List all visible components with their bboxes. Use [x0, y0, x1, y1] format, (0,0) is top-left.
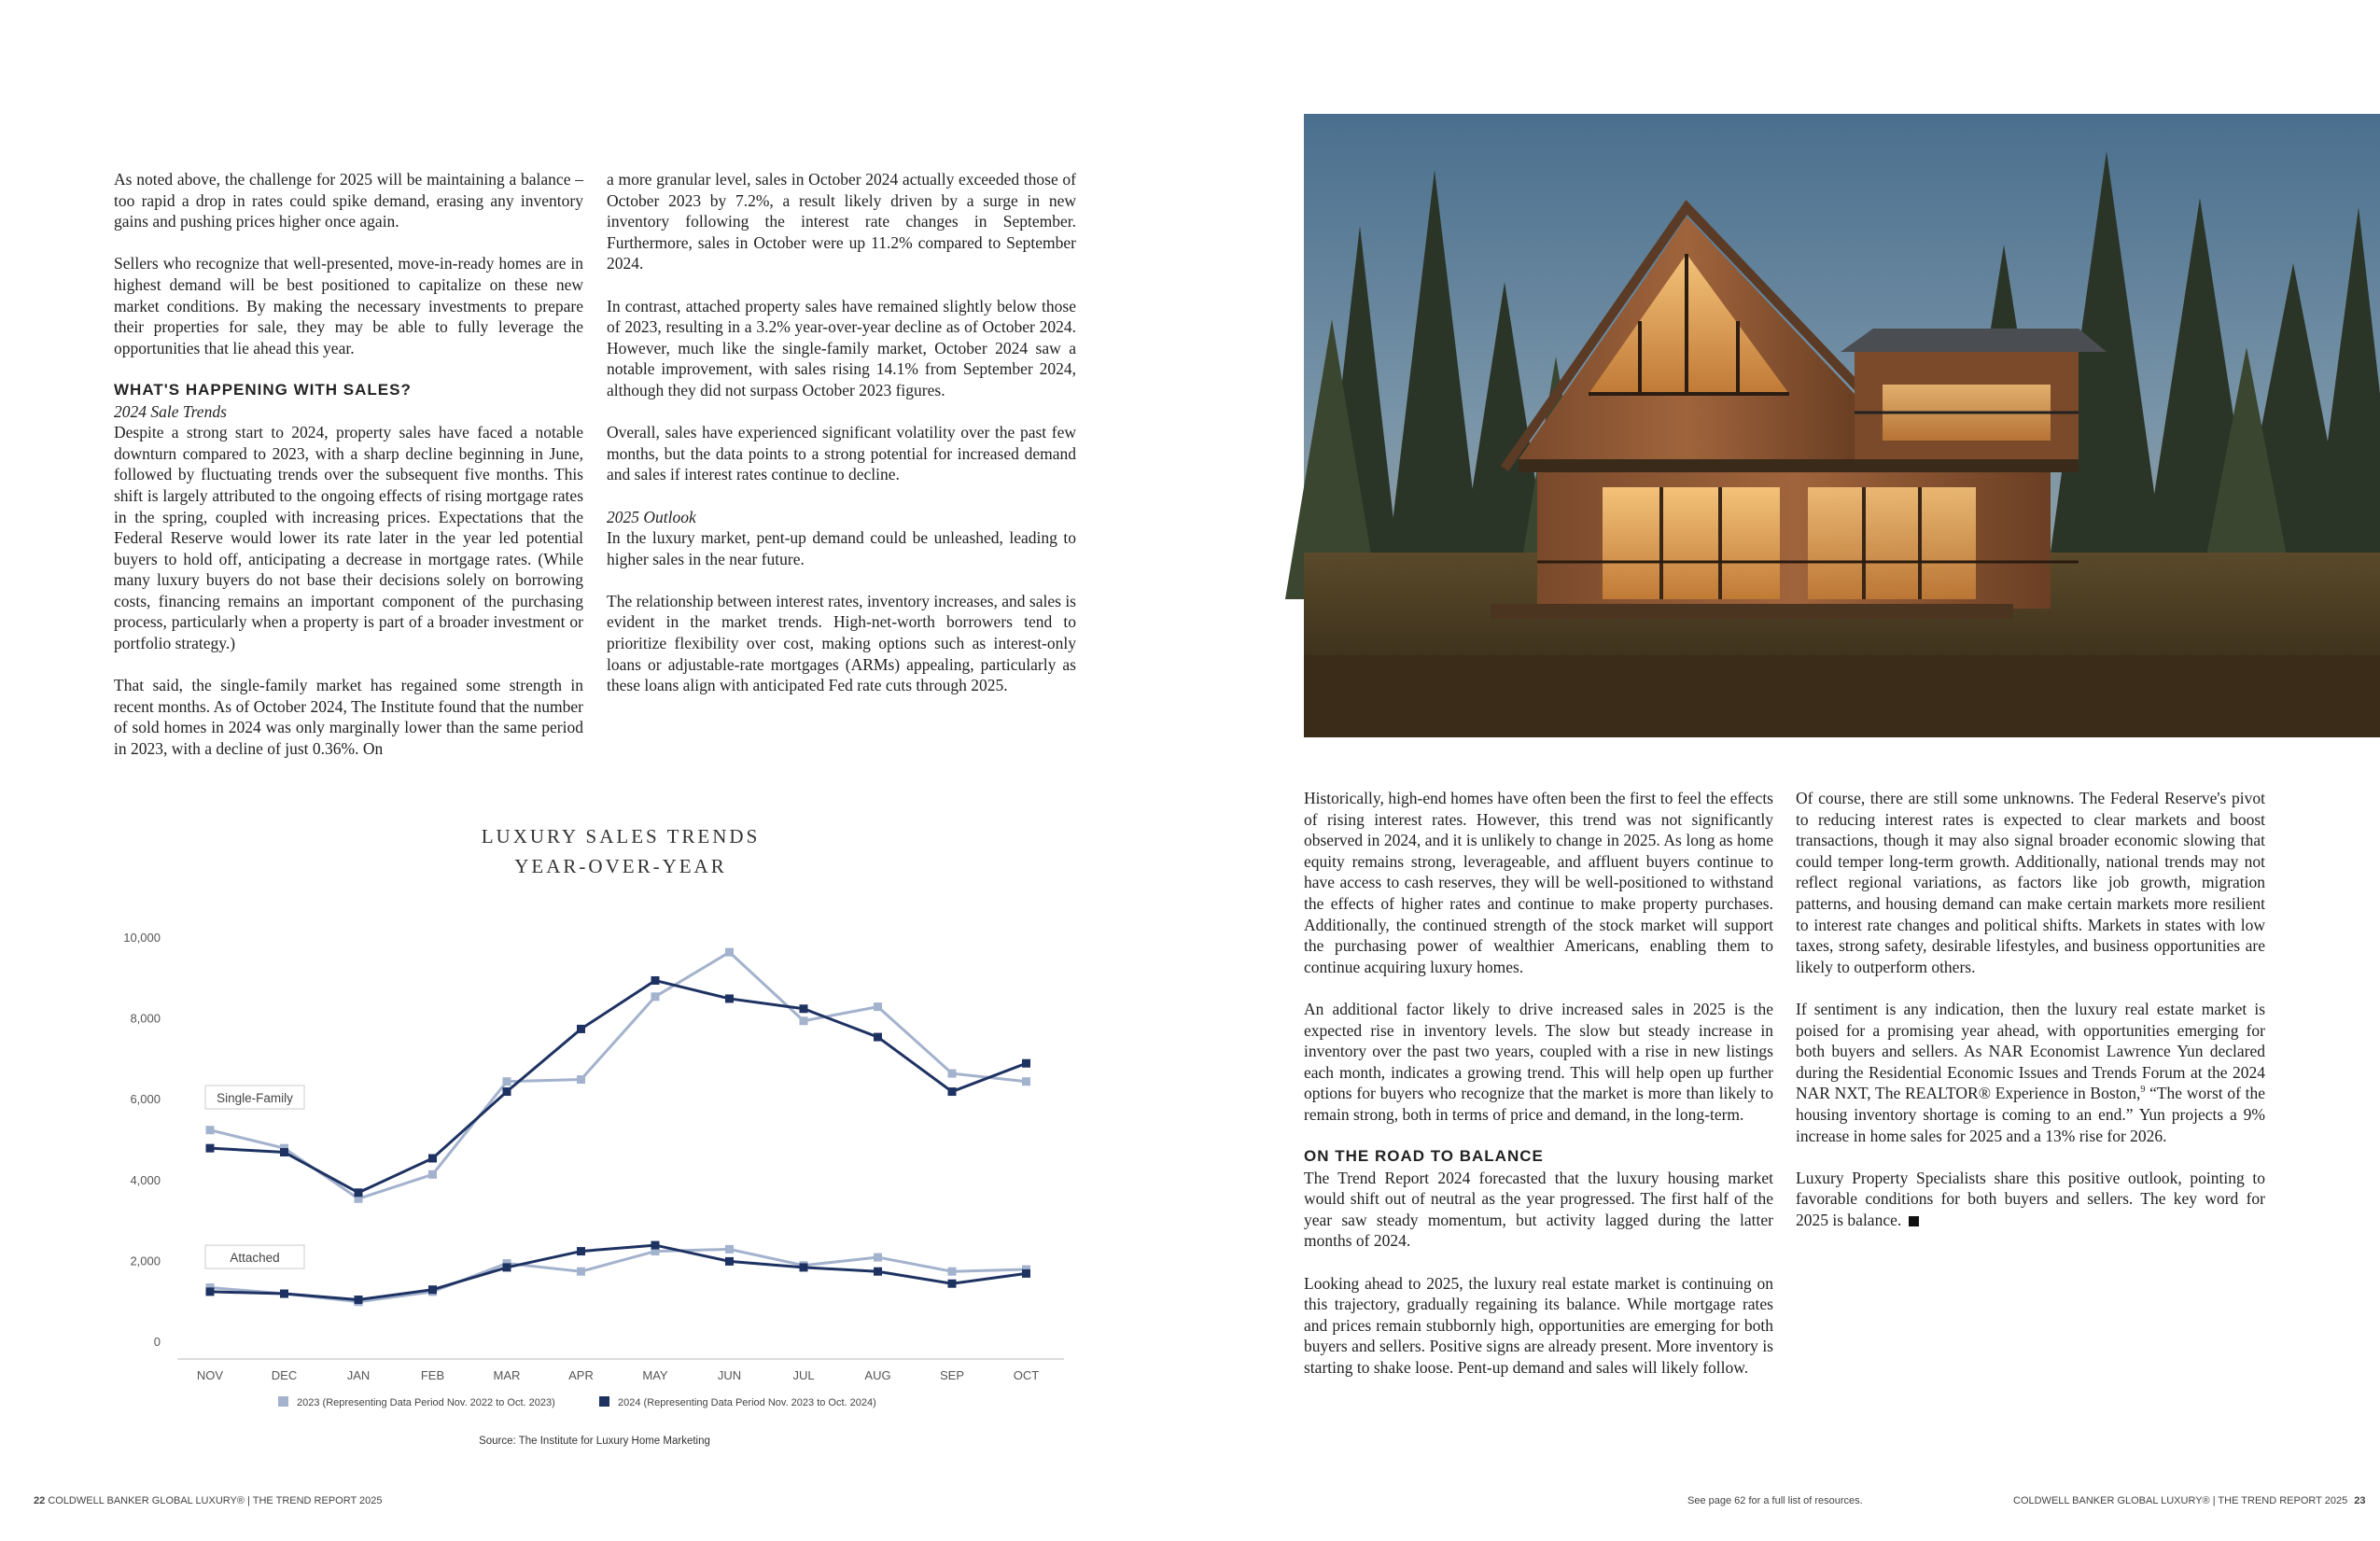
paragraph-text: Luxury Property Specialists share this positive outlook, pointing to favorable conditions for both buyers and sellers. The key word for 2025 is balance.: [1796, 1168, 2265, 1229]
section-heading: ON THE ROAD TO BALANCE: [1304, 1147, 1544, 1166]
data-point: [800, 1263, 808, 1271]
data-point: [503, 1087, 511, 1096]
paragraph: Of course, there are still some unknowns. The Federal Reserve's pivot to reducing interest rates is expected to clear markets and boost transactions, though it may also signal broader economic slowing that could temper long-term growth. Additionally, national trends may not reflect regional variations, as factors like job growth, migration patterns, and housing demand can make certain markets more resilient to interest rate changes and political shifts. Markets in states with low taxes, strong safety, desirable lifestyles, and business opportunities are likely to outperform others.: [1796, 789, 2265, 976]
data-point: [651, 992, 660, 1001]
paragraph: The relationship between interest rates, inventory increases, and sales is evident in the market trends. High-net-worth borrowers tend to prioritize flexibility over cost, making options such as interest-only loans or adjustable-rate mortgages (ARMs) appealing, particularly as these loans align with anticipated Fed rate cuts through 2025.: [607, 591, 1076, 695]
data-point: [874, 1254, 882, 1262]
paragraph: Sellers who recognize that well-presented, move-in-ready homes are in highest demand will be best positioned to capitalize on these new market conditions. By making the necessary investments to prepare their properties for sale, they may be able to fully leverage the opportunities that lie ahead this year.: [114, 254, 583, 357]
footer-center-note: See page 62 for a full list of resources.: [1687, 1495, 1863, 1506]
data-point: [503, 1077, 511, 1086]
x-tick-label: MAR: [493, 1368, 521, 1382]
paragraph: That said, the single-family market has regained some strength in recent months. As of October 2024, The Institute found that the number of sold homes in 2024 was only marginally lower than the same period in 2023, with a decline of just 0.36%. On: [114, 676, 583, 759]
data-point: [428, 1285, 437, 1294]
paragraph: In contrast, attached property sales have remained slightly below those of 2023, resulting in a 3.2% year-over-year decline as of October 2024. However, much like the single-family market, October 2024 saw a notable improvement, with sales rising 14.1% from September 2024, although they did not surpass October 2023 figures.: [607, 296, 1076, 399]
paragraph: As noted above, the challenge for 2025 will be maintaining a balance – too rapid a drop in rates could spike demand, erasing any inventory gains and pushing prices higher once again.: [114, 170, 583, 231]
x-tick-label: JAN: [346, 1368, 371, 1382]
data-point: [874, 1268, 882, 1276]
data-point: [577, 1268, 585, 1276]
data-point: [206, 1126, 215, 1134]
house-photo: [1304, 114, 2380, 737]
y-tick-label: 0: [153, 1335, 161, 1349]
data-point: [800, 1004, 808, 1013]
x-tick-label: JUN: [717, 1368, 742, 1382]
data-point: [725, 1245, 734, 1254]
left-column-1: [114, 169, 583, 780]
y-tick-label: 2,000: [130, 1254, 161, 1268]
paragraph: [1796, 1168, 2265, 1231]
data-point: [725, 1257, 734, 1266]
modern-timber-house-image: [1304, 114, 2380, 737]
data-point: [503, 1263, 511, 1271]
section-heading: WHAT'S HAPPENING WITH SALES?: [114, 380, 412, 399]
section-subheading: 2024 Sale Trends: [114, 401, 227, 421]
data-point: [800, 1016, 808, 1025]
paragraph-text: “The worst of the housing inventory shortage is coming to an end.” Yun projects a 9% increase in home sales for 2025 and a 13% rise for 2026.: [1796, 1084, 2265, 1145]
legend-swatch-2023: [278, 1396, 288, 1407]
data-point: [428, 1154, 437, 1162]
x-tick-label: APR: [568, 1368, 594, 1382]
right-column-2: [1796, 788, 2265, 1252]
data-point: [1022, 1077, 1030, 1086]
x-tick-label: DEC: [271, 1368, 298, 1382]
series-line-single-family-1: [210, 980, 1027, 1192]
chart-subtitle: YEAR-OVER-YEAR: [514, 855, 727, 877]
y-tick-label: 10,000: [123, 931, 161, 945]
paragraph: An additional factor likely to drive increased sales in 2025 is the expected rise in inventory levels. The slow but steady increase in inventory over the past two years, coupled with a rise in new listings each month, indicates a growing trend. This will help open up further options for buyers who recognize that the market is more than likely to remain strong, both in terms of price and demand, in the long-term.: [1304, 999, 1773, 1124]
x-tick-label: JUL: [792, 1368, 815, 1382]
legend-swatch-2024: [599, 1396, 609, 1407]
footer-right: [2013, 1495, 2366, 1506]
x-tick-label: OCT: [1013, 1368, 1040, 1382]
data-point: [1022, 1059, 1030, 1068]
series-label: Attached: [230, 1251, 280, 1266]
data-point: [651, 976, 660, 985]
section-subheading: 2025 Outlook: [607, 507, 696, 526]
data-point: [577, 1025, 585, 1033]
data-point: [725, 994, 734, 1002]
paragraph: a more granular level, sales in October 2024 actually exceeded those of October 2023 by 7.2%, a result likely driven by a surge in new inventory following the interest rate changes in September. Furthermore, sales in October were up 11.2% compared to September 2024.: [607, 170, 1076, 273]
data-point: [206, 1287, 215, 1296]
series-label: Single-Family: [217, 1091, 293, 1106]
x-tick-label: SEP: [939, 1368, 965, 1382]
chart-source: Source: The Institute for Luxury Home Marketing: [479, 1436, 710, 1447]
data-point: [874, 1002, 882, 1011]
x-tick-label: AUG: [864, 1368, 891, 1382]
luxury-sales-chart: [0, 896, 1120, 1447]
footnote-ref: 9: [2140, 1085, 2146, 1096]
legend-label-2023: 2023 (Representing Data Period Nov. 2022 to Oct. 2023): [297, 1397, 555, 1408]
data-point: [280, 1290, 288, 1298]
data-point: [1022, 1269, 1030, 1278]
chart-title: LUXURY SALES TRENDS: [481, 825, 761, 848]
data-point: [577, 1247, 585, 1255]
footer-text: COLDWELL BANKER GLOBAL LUXURY® | THE TREND REPORT 2025: [48, 1495, 383, 1506]
y-tick-label: 4,000: [130, 1172, 161, 1187]
data-point: [725, 948, 734, 957]
data-point: [948, 1070, 957, 1078]
right-column-1: [1304, 788, 1773, 1399]
end-mark: [1909, 1216, 1919, 1226]
data-point: [948, 1280, 957, 1288]
page-number: 23: [2354, 1495, 2366, 1506]
data-point: [428, 1170, 437, 1179]
x-tick-label: FEB: [420, 1368, 445, 1382]
left-column-2: [607, 169, 1076, 717]
paragraph: Despite a strong start to 2024, property sales have faced a notable downturn compared to 2023, with a sharp decline beginning in June, followed by fluctuating trends over the subsequent five months. This shift is largely attributed to the ongoing effects of rising mortgage rates in the spring, coupled with increasing prices. Expectations that the Federal Reserve would lower its rate later in the year led potential buyers to hold off, anticipating a decrease in mortgage rates. (While many luxury buyers do not base their decisions solely on borrowing costs, financing remains an important component of the purchasing process, particularly when a property is part of a broader investment or portfolio strategy.): [114, 423, 583, 653]
data-point: [874, 1033, 882, 1042]
data-point: [948, 1268, 957, 1276]
x-tick-label: NOV: [196, 1368, 224, 1382]
data-point: [355, 1188, 363, 1197]
data-point: [948, 1087, 957, 1096]
paragraph: Looking ahead to 2025, the luxury real estate market is continuing on this trajectory, gradually regaining its balance. While mortgage rates and prices remain stubbornly high, opportunities are emerging for both buyers and sellers. Positive signs are already present. More inventory is starting to shake loose. Pent-up demand and sales will likely follow.: [1304, 1273, 1773, 1378]
paragraph: [1796, 999, 2265, 1146]
y-tick-label: 6,000: [130, 1092, 161, 1107]
data-point: [651, 1241, 660, 1250]
y-tick-label: 8,000: [130, 1011, 161, 1026]
data-point: [206, 1144, 215, 1153]
data-point: [577, 1075, 585, 1084]
page-number: 22: [34, 1495, 46, 1506]
x-tick-label: MAY: [642, 1368, 668, 1382]
footer-text: COLDWELL BANKER GLOBAL LUXURY® | THE TREND REPORT 2025: [2013, 1495, 2348, 1506]
paragraph: Overall, sales have experienced significant volatility over the past few months, but the data points to a strong potential for increased demand and sales if interest rates continue to decline.: [607, 423, 1076, 484]
series-line-attached-3: [210, 1245, 1027, 1299]
series-line-single-family-0: [210, 952, 1027, 1198]
data-point: [355, 1296, 363, 1304]
legend-label-2024: 2024 (Representing Data Period Nov. 2023 to Oct. 2024): [618, 1397, 876, 1408]
paragraph: The Trend Report 2024 forecasted that the luxury housing market would shift out of neutral as the year progressed. The first half of the year saw steady momentum, but activity lagged during the latter months of 2024.: [1304, 1168, 1773, 1251]
footer-left: [34, 1495, 383, 1506]
paragraph-text: If sentiment is any indication, then the luxury real estate market is poised for a promising year ahead, with opportunities emerging for both buyers and sellers. As NAR Economist Lawrence Yun declared during the Residential Economic Issues and Trends Forum at the 2024 NAR NXT, The REALTOR® Experience in Boston,: [1796, 999, 2265, 1103]
data-point: [280, 1148, 288, 1156]
paragraph: In the luxury market, pent-up demand could be unleashed, leading to higher sales in the near future.: [607, 528, 1076, 568]
paragraph: Historically, high-end homes have often been the first to feel the effects of rising interest rates. However, this trend was not significantly observed in 2024, and it is unlikely to change in 2025. As long as home equity remains strong, leverageable, and affluent buyers continue to have access to cash reserves, they will be well-positioned to withstand the effects of higher rates and continue to make property purchases. Additionally, the continued strength of the stock market will support the purchasing power of wealthier Americans, enabling them to continue acquiring luxury homes.: [1304, 789, 1773, 976]
